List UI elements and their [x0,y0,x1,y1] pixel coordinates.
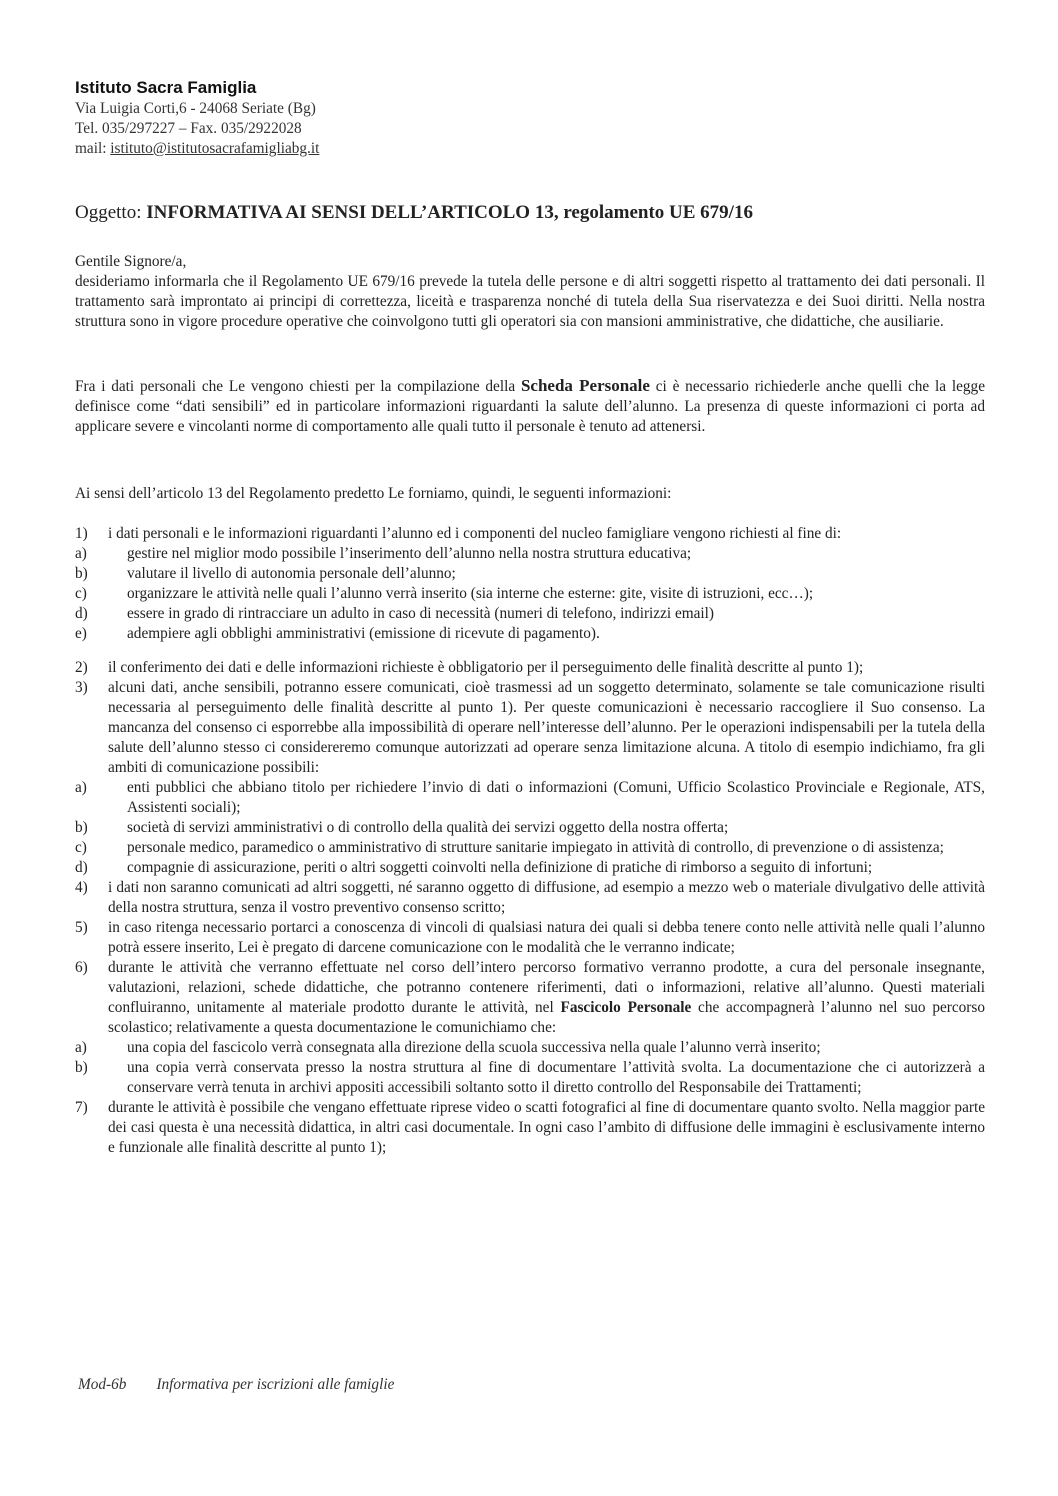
sub-item-text: organizzare le attività nelle quali l’alunno verrà inserito (sia interne che esterne: gite, visite di istruzioni, ecc…); [127,585,814,602]
personal-data-paragraph: Fra i dati personali che Le vengono chiesti per la compilazione della Scheda Personale ci è necessario richiederle anche quelli che la legge definisce come “dati sensibili” ed in particolare informazioni riguardanti la salute dell’alunno. La presenza di queste informazioni ci porta ad applicare severe e vincolanti norme di comportamento alle quali tutto il personale è tenuto ad attenersi. [75,376,985,435]
institute-address: Via Luigia Corti,6 - 24068 Seriate (Bg) [75,100,316,117]
sub-item-marker: a) [75,545,87,562]
institute-mail [75,139,319,159]
sub-item-text: valutare il livello di autonomia personale dell’alunno; [127,565,456,582]
list-item-4: 4) i dati non saranno comunicati ad altri soggetti, né saranno oggetto di diffusione, ad esempio a mezzo web o materiale divulgativo delle attività della nostra struttura, senza il vostro preventivo consenso scritto; [75,879,985,916]
sub-item-text: gestire nel miglior modo possibile l’inserimento dell’alunno nella nostra struttura educativa; [127,545,692,562]
sub-item-marker: c) [75,839,87,856]
sub-item-marker: b) [75,565,88,582]
sub-item-text: società di servizi amministrativi o di controllo della qualità dei servizi oggetto della nostra offerta; [127,819,729,836]
sub-item-text: una copia del fascicolo verrà consegnata alla direzione della scuola successiva nella quale l’alunno verrà inserito; [127,1039,821,1056]
sub-item [75,838,985,858]
institute-phone: Tel. 035/297227 – Fax. 035/2922028 [75,120,302,137]
institute-name: Istituto Sacra Famiglia [75,78,257,97]
sub-item [75,624,985,644]
subject-text: INFORMATIVA AI SENSI DELL’ARTICOLO 13, regolamento UE 679/16 [146,202,753,223]
list-item-7: 7) durante le attività è possibile che vengano effettuate riprese video o scatti fotografici al fine di documentare quanto svolto. Nella maggior parte dei casi questa è una necessità didattica, in altri casi documentale. In ogni caso l’ambito di diffusione delle immagini è esclusivamente interno e funzionale alle finalità descritte al punto 1); [75,1099,985,1156]
sub-item [75,858,985,878]
footer-title: Informativa per iscrizioni alle famiglie [156,1376,395,1393]
letter-intro [75,252,985,332]
mail-label: mail: [75,140,111,157]
greeting: Gentile Signore/a, [75,253,187,270]
fascicolo-personale: Fascicolo Personale [560,999,692,1016]
letterhead [75,77,319,159]
scheda-personale: Scheda Personale [520,376,650,395]
subject-label: Oggetto: [75,202,147,223]
sub-item [75,584,985,604]
intro-paragraph: desideriamo informarla che il Regolamento UE 679/16 prevede la tutela delle persone e di altri soggetti rispetto al trattamento dei dati personali. Il trattamento sarà improntato ai principi di correttezza, liceità e trasparenza nonché di tutela della Sua riservatezza e dei Suoi diritti. Nella nostra struttura sono in vigore procedure operative che coinvolgono tutti gli operatori sia con mansioni amministrative, che didattiche, che ausiliarie. [75,273,985,330]
sub-item-text: una copia verrà conservata presso la nostra struttura al fine di documentare l’attività svolta. La documentazione che ci autorizzerà a conservare verrà tenuta in archivi appositi accessibili soltanto sotto il diretto controllo del Responsabile dei Trattamenti; [127,1059,985,1096]
sub-item [75,818,985,838]
sub-item-marker: c) [75,585,87,602]
footer-code: Mod-6b [78,1376,127,1393]
sub-item-marker: b) [75,819,88,836]
lead-paragraph: Ai sensi dell’articolo 13 del Regolamento predetto Le forniamo, quindi, le seguenti informazioni: [75,485,672,502]
sub-item-text: enti pubblici che abbiano titolo per richiedere l’invio di dati o informazioni (Comuni, Ufficio Scolastico Provinciale e Regionale, ATS, Assistenti sociali); [127,779,985,816]
sub-item-marker: a) [75,1039,87,1056]
sub-item-marker: e) [75,625,87,642]
sub-item-text: personale medico, paramedico o amministrativo di strutture sanitarie impiegato in attività di controllo, di prevenzione o di assistenza; [127,839,944,856]
sub-item-marker: d) [75,859,88,876]
sub-item [75,1038,985,1058]
sub-item [75,544,985,564]
sub-item [75,778,985,818]
mail-link[interactable]: istituto@istitutosacrafamigliabg.it [110,140,320,157]
sub-item-text: compagnie di assicurazione, periti o altri soggetti coinvolti nella definizione di pratiche di rimborso a seguito di infortuni; [127,859,873,876]
list-item-3: 3) alcuni dati, anche sensibili, potranno essere comunicati, cioè trasmessi ad un soggetto determinato, solamente se tale comunicazione risulti necessaria al perseguimento delle finalità descritte al punto 1). Per queste comunicazioni è necessario raccogliere il Suo consenso. La mancanza del consenso ci esporrebbe alla impossibilità di operare nell’interesse dell’alunno. Per le operazioni indispensabili per la tutela della salute dell’alunno stesso ci considereremo comunque autorizzati ad operare senza limitazione alcuna. A titolo di esempio indichiamo, fra gli ambiti di comunicazione possibili: [75,679,985,776]
sub-item-text: essere in grado di rintracciare un adulto in caso di necessità (numeri di telefono, indirizzi email) [127,605,715,622]
sub-item-text: adempiere agli obblighi amministrativi (emissione di ricevute di pagamento). [127,625,600,642]
sub-item-marker: d) [75,605,88,622]
sub-list-6 [75,1038,985,1098]
sub-item-marker: a) [75,779,87,796]
subject-line [75,201,753,225]
list-item-1: 1) i dati personali e le informazioni riguardanti l’alunno ed i componenti del nucleo famigliare vengono richiesti al fine di: [75,525,842,542]
list-item-5: 5) in caso ritenga necessario portarci a conoscenza di vincoli di qualsiasi natura dei quali si debba tenere conto nelle attività nelle quali l’alunno potrà essere inserito, Lei è pregato di darcene comunicazione con le modalità che le verranno indicate; [75,919,985,956]
sub-list-1 [75,544,985,644]
sub-item-marker: b) [75,1059,88,1076]
sub-item [75,1058,985,1098]
page-footer [78,1375,394,1395]
list-item-6: 6) durante le attività che verranno effettuate nel corso dell’intero percorso formativo verranno prodotte, a cura del personale insegnante, valutazioni, relazioni, schede didattiche, che potranno contenere riferimenti, dati o informazioni, relative all’alunno. Questi materiali confluiranno, unitamente al materiale prodotto durante le attività, nel Fascicolo Personale che accompagnerà l’alunno nel suo percorso scolastico; relativamente a questa documentazione le comunichiamo che: [75,959,985,1036]
list-item-2: 2) il conferimento dei dati e delle informazioni richieste è obbligatorio per il perseguimento delle finalità descritte al punto 1); [75,659,864,676]
info-list [75,524,985,1158]
sub-item [75,564,985,584]
sub-list-3 [75,778,985,878]
sub-item [75,604,985,624]
